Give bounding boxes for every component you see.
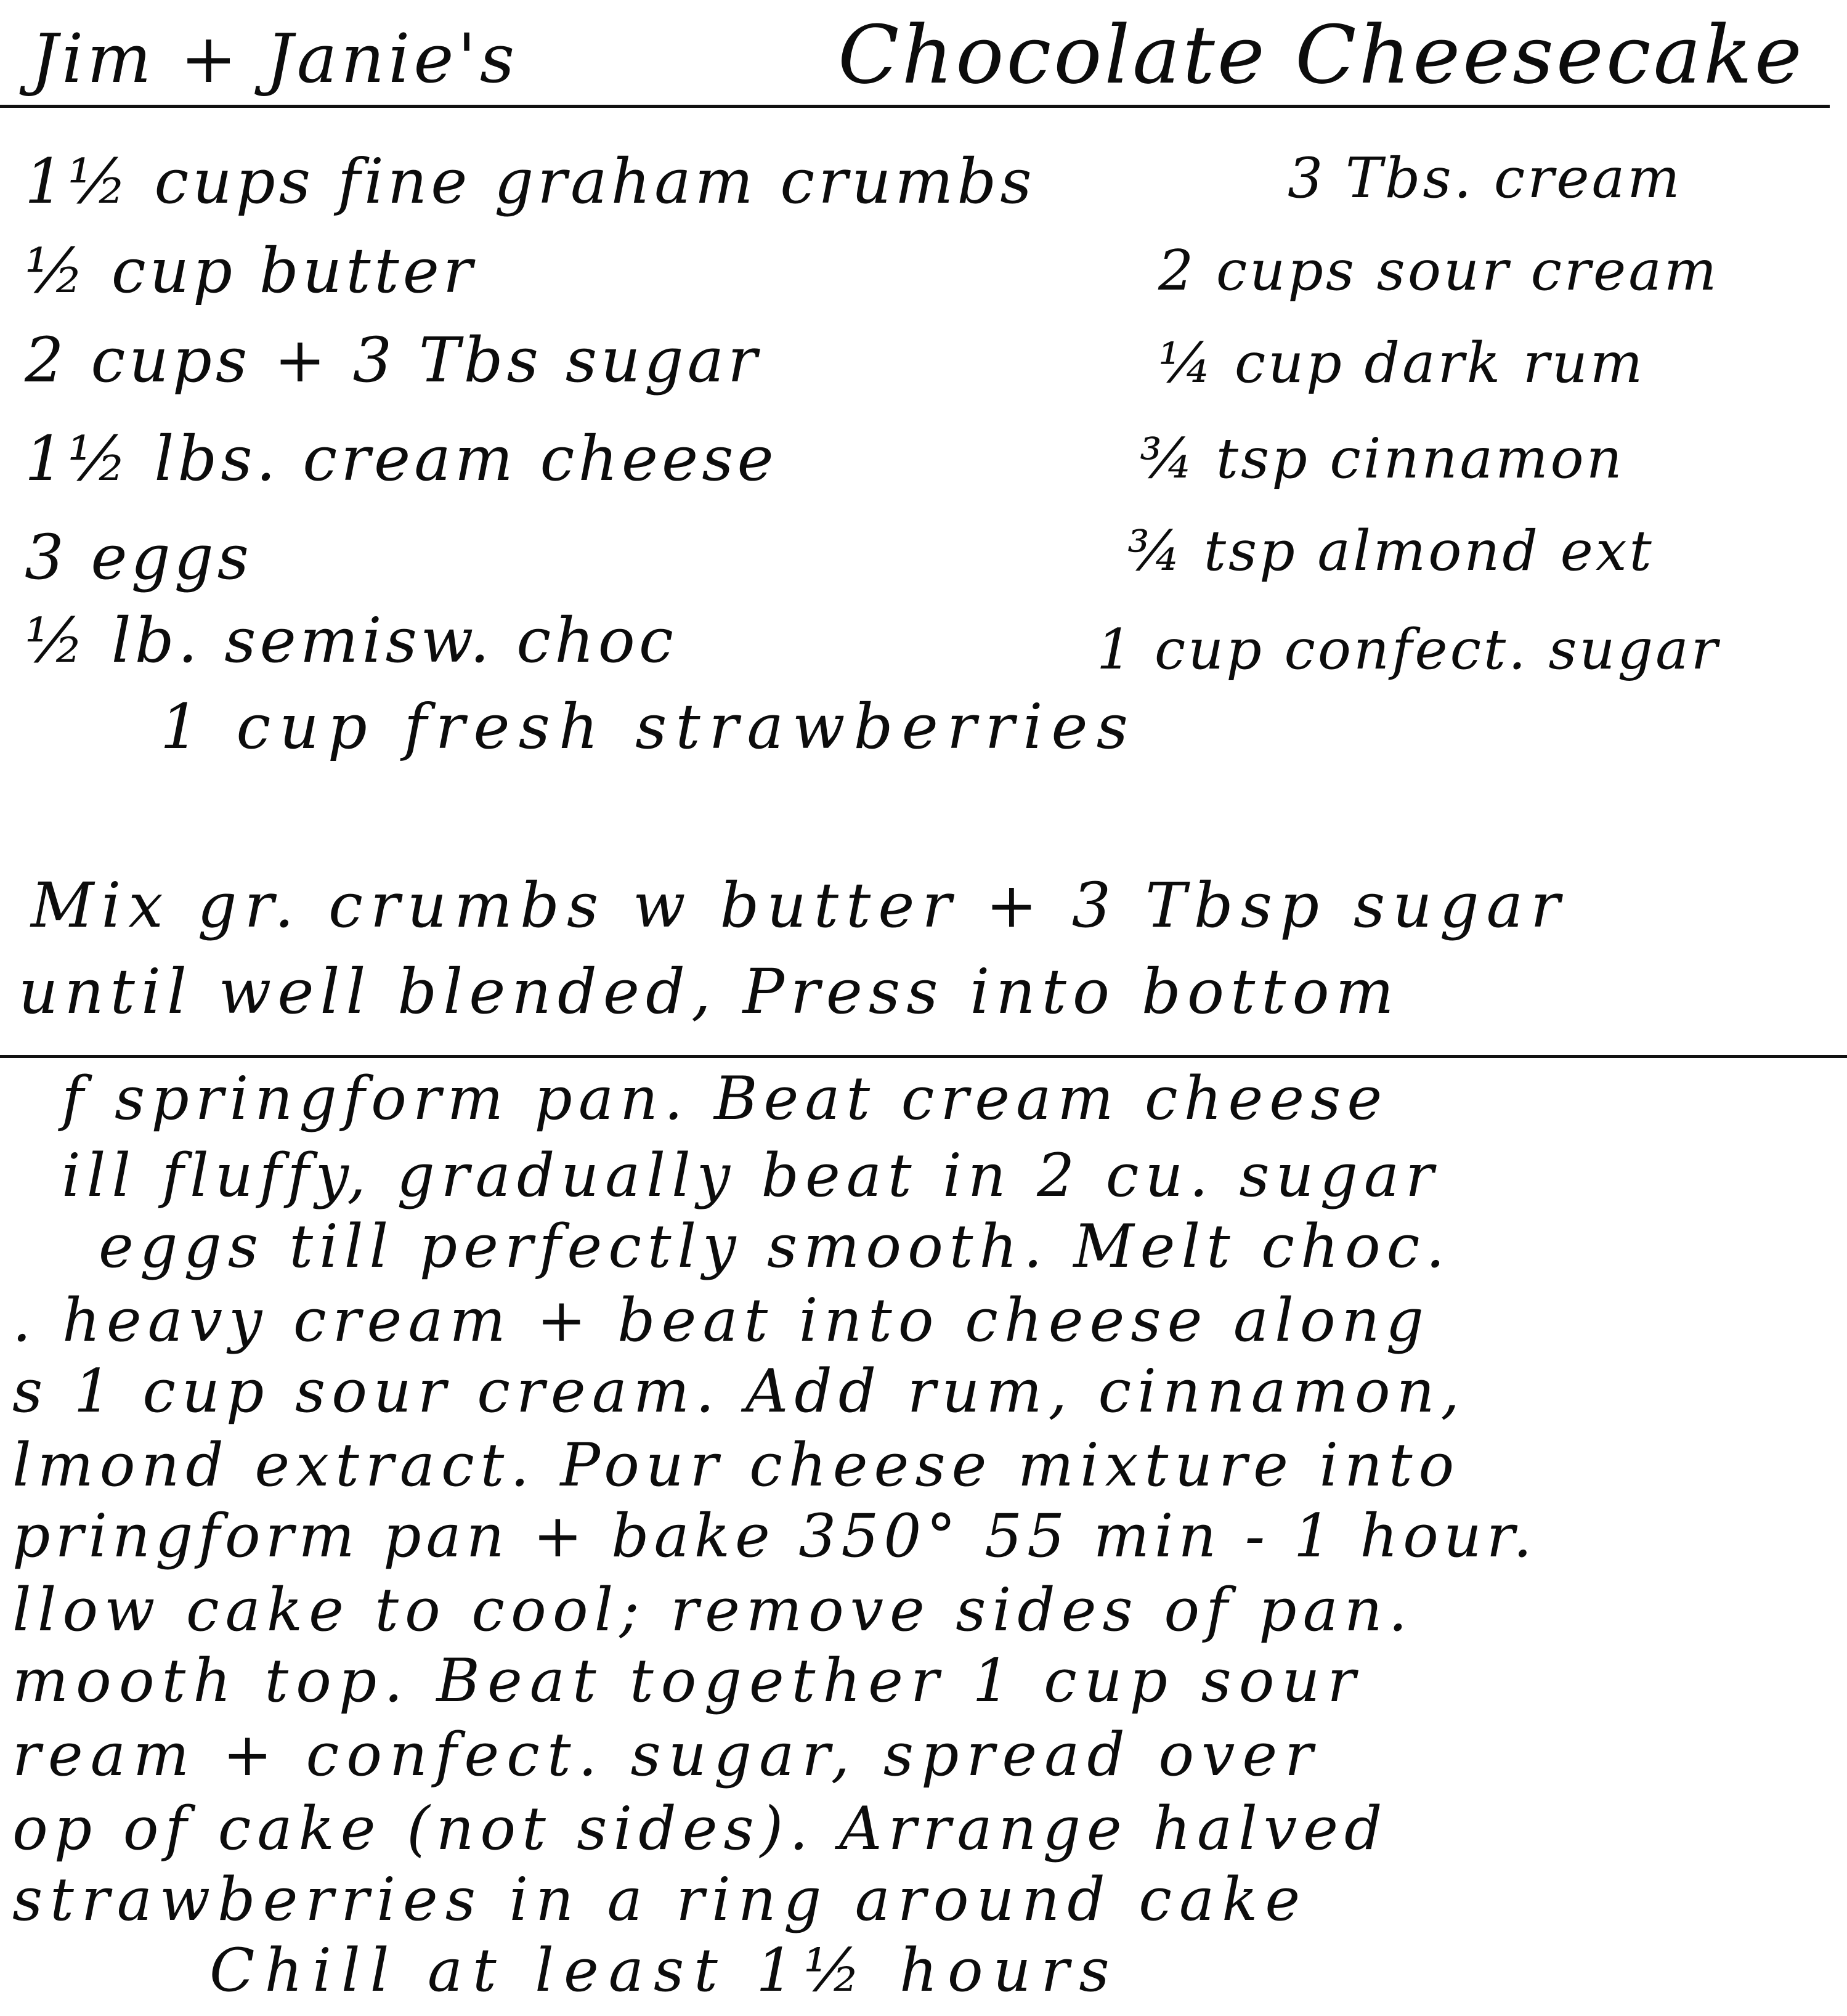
instruction-line-12: ream + confect. sugar, spread over xyxy=(12,1720,1321,1789)
ingredient-left-3: 2 cups + 3 Tbs sugar xyxy=(25,324,761,396)
ingredient-right-1: 3 Tbs. cream xyxy=(1288,146,1683,211)
instruction-line-7: s 1 cup sour cream. Add rum, cinnamon, xyxy=(12,1357,1466,1426)
recipe-owner-title: Jim + Janie's xyxy=(31,19,519,98)
ingredient-right-6: 1 cup confect. sugar xyxy=(1097,617,1720,682)
instruction-line-11: mooth top. Beat together 1 cup sour xyxy=(12,1646,1363,1715)
card-split-rule xyxy=(0,1055,1847,1058)
recipe-title: Chocolate Cheesecake xyxy=(838,8,1804,102)
instruction-line-9: pringform pan + bake 350° 55 min - 1 hour. xyxy=(12,1502,1537,1571)
instruction-line-6: . heavy cream + beat into cheese along xyxy=(12,1286,1430,1355)
ingredient-left-1: 1½ cups fine graham crumbs xyxy=(25,145,1036,217)
instruction-line-8: lmond extract. Pour cheese mixture into xyxy=(12,1431,1461,1500)
ingredient-left-6: ½ lb. semisw. choc xyxy=(25,604,677,677)
instruction-line-14: strawberries in a ring around cake xyxy=(12,1865,1308,1934)
ingredient-right-5: ¾ tsp almond ext xyxy=(1127,519,1654,583)
instruction-line-5: eggs till perfectly smooth. Melt choc. xyxy=(99,1212,1451,1281)
instruction-line-4: ill fluffy, gradually beat in 2 cu. sugar xyxy=(62,1141,1440,1210)
instruction-line-1: Mix gr. crumbs w butter + 3 Tbsp sugar xyxy=(31,869,1568,941)
ingredient-strawberries: 1 cup fresh strawberries xyxy=(160,691,1137,763)
instruction-line-13: op of cake (not sides). Arrange halved xyxy=(12,1794,1389,1863)
instruction-line-3: f springform pan. Beat cream cheese xyxy=(62,1064,1389,1133)
instruction-line-10: llow cake to cool; remove sides of pan. xyxy=(12,1575,1414,1644)
ingredient-right-4: ¾ tsp cinnamon xyxy=(1140,426,1625,491)
ingredient-left-2: ½ cup butter xyxy=(25,235,476,307)
ingredient-left-4: 1½ lbs. cream cheese xyxy=(25,423,777,495)
ingredient-left-5: 3 eggs xyxy=(25,521,253,593)
instruction-line-15: Chill at least 1½ hours xyxy=(209,1936,1119,2005)
ingredient-right-3: ¼ cup dark rum xyxy=(1158,331,1646,396)
ingredient-right-2: 2 cups sour cream xyxy=(1158,238,1719,303)
instruction-line-2: until well blended, Press into bottom xyxy=(18,956,1400,1028)
header-rule xyxy=(0,105,1830,108)
